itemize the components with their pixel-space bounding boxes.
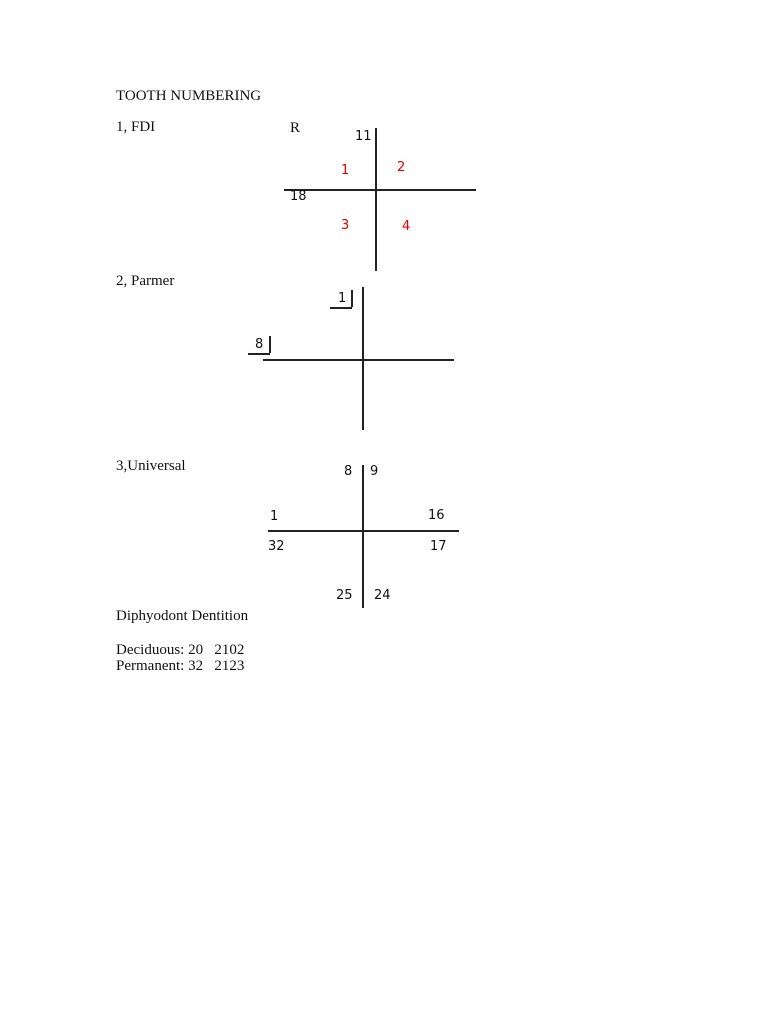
universal-tooth-8: 8	[344, 464, 353, 479]
fdi-quadrant-4: 4	[402, 219, 411, 234]
universal-tooth-1: 1	[270, 509, 279, 524]
fdi-quadrant-2: 2	[397, 160, 406, 175]
fdi-vertical-line	[375, 128, 377, 271]
universal-tooth-17: 17	[430, 539, 447, 554]
page-title: TOOTH NUMBERING	[116, 88, 262, 104]
fdi-tooth-18: 18	[290, 189, 307, 204]
universal-horizontal-line	[268, 530, 459, 532]
palmer-bracket-8-base	[248, 353, 270, 355]
palmer-horizontal-line	[263, 359, 454, 361]
fdi-quadrant-3: 3	[341, 218, 350, 233]
universal-label: 3,Universal	[116, 458, 186, 474]
palmer-bracket-1-base	[330, 307, 352, 309]
universal-tooth-9: 9	[370, 464, 379, 479]
dentition-heading: Diphyodont Dentition	[116, 608, 249, 624]
palmer-bracket-1	[351, 290, 353, 307]
palmer-tooth-1: 1	[338, 291, 347, 306]
palmer-bracket-8	[269, 336, 271, 353]
fdi-label: 1, FDI	[116, 119, 156, 135]
deciduous-line: Deciduous: 20 2102	[116, 642, 245, 658]
fdi-quadrant-1: 1	[341, 163, 350, 178]
universal-tooth-25: 25	[336, 588, 353, 603]
universal-tooth-24: 24	[374, 588, 391, 603]
fdi-tooth-11: 11	[355, 129, 372, 144]
universal-vertical-line	[362, 465, 364, 608]
universal-tooth-16: 16	[428, 508, 445, 523]
palmer-tooth-8: 8	[255, 337, 264, 352]
permanent-line: Permanent: 32 2123	[116, 658, 245, 674]
fdi-right-side-label: R	[290, 120, 301, 136]
palmer-label: 2, Parmer	[116, 273, 175, 289]
fdi-horizontal-line	[284, 189, 476, 191]
universal-tooth-32: 32	[268, 539, 285, 554]
